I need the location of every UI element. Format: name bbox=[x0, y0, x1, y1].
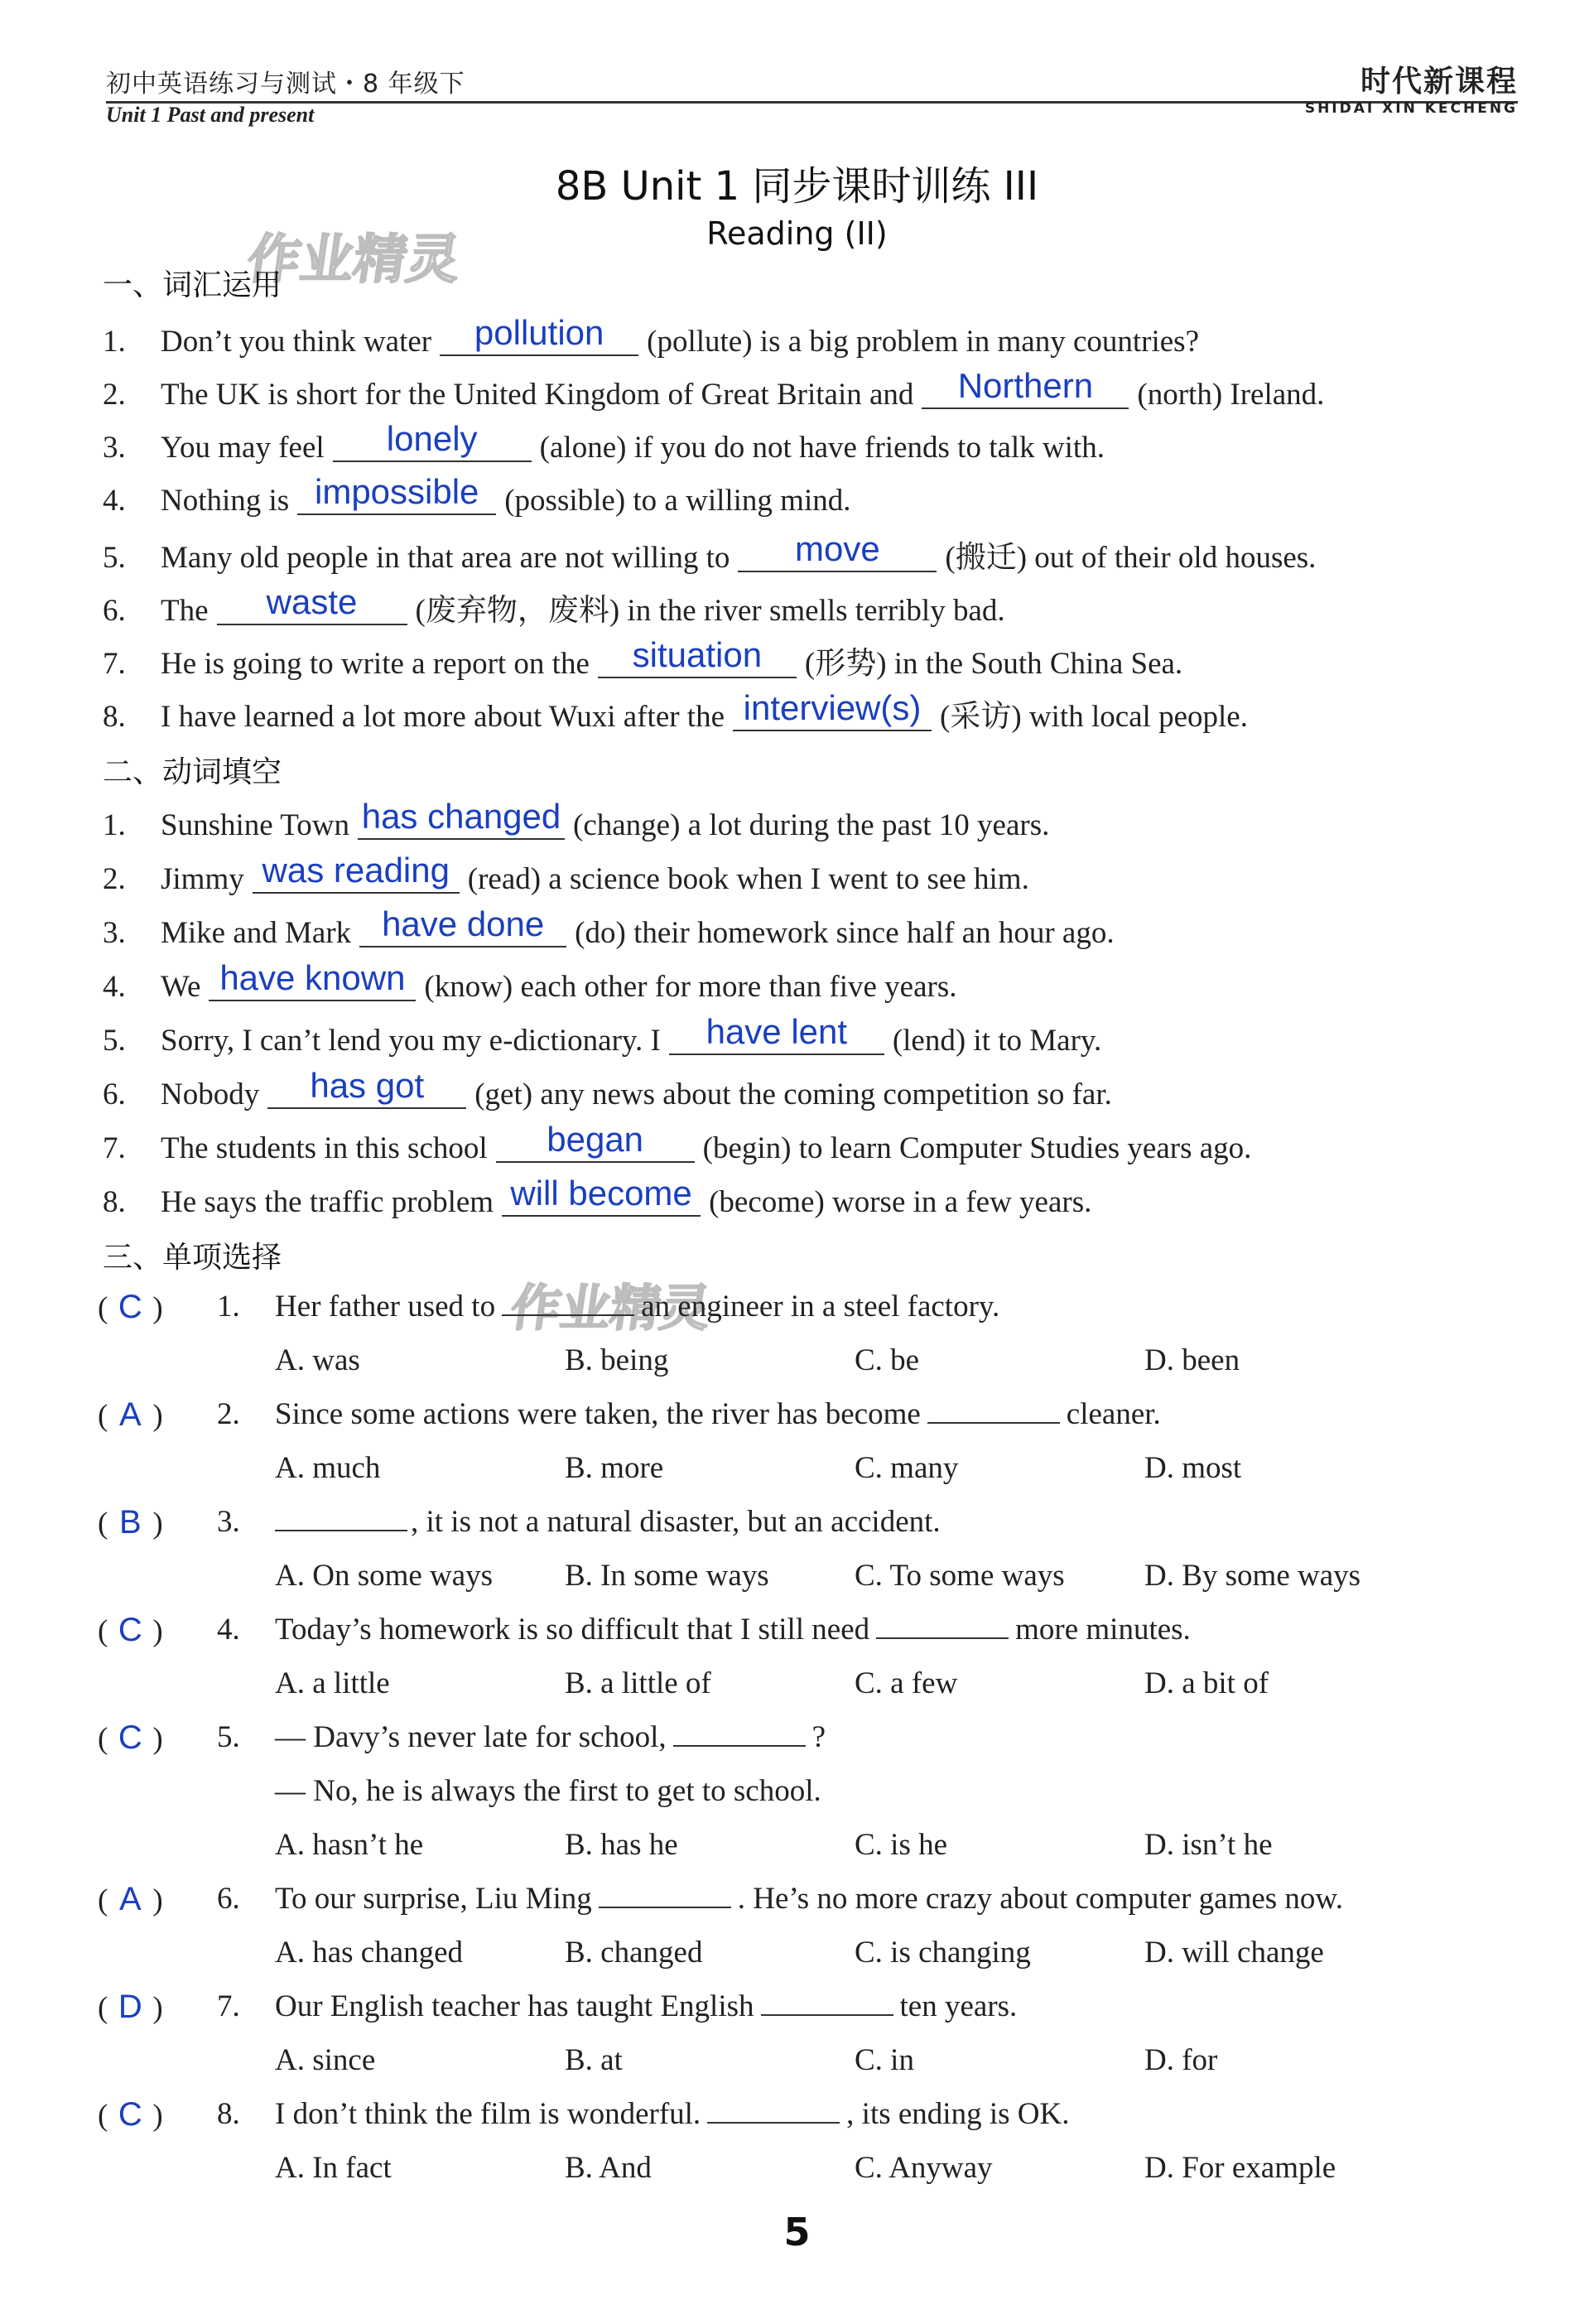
question-before: Since some actions were taken, the river has become bbox=[275, 1397, 921, 1431]
question-text bbox=[275, 1396, 1161, 1432]
bracket-open: ( bbox=[98, 1722, 108, 1756]
chosen-answer: A bbox=[118, 1396, 142, 1433]
bracket-close: ) bbox=[152, 1399, 163, 1433]
question-number: 3. bbox=[217, 1505, 240, 1539]
question-text bbox=[275, 1504, 941, 1540]
question-number: 2. bbox=[217, 1397, 240, 1431]
brand-name-cn: 时代新课程 bbox=[1360, 65, 1518, 99]
item-text-before: He says the traffic problem bbox=[161, 1185, 494, 1219]
answer-blank[interactable] bbox=[297, 472, 496, 515]
chosen-answer: C bbox=[118, 1289, 142, 1325]
unit-label: Unit 1 Past and present bbox=[106, 103, 315, 127]
fill-item bbox=[103, 313, 1200, 359]
item-number: 5. bbox=[103, 1024, 126, 1058]
question-text bbox=[275, 1289, 999, 1324]
section-heading-multiple-choice: 三、单项选择 bbox=[103, 1241, 282, 1275]
answer-bracket bbox=[98, 1289, 163, 1326]
question-after: . He’s no more crazy about computer games now. bbox=[737, 1882, 1343, 1916]
option[interactable]: C. To some ways bbox=[855, 1559, 1065, 1593]
item-text-after: (废弃物，废料) in the river smells terribly bad. bbox=[415, 594, 1005, 628]
answer-bracket bbox=[98, 1504, 163, 1541]
question-after: more minutes. bbox=[1015, 1613, 1191, 1647]
question-blank[interactable] bbox=[599, 1882, 731, 1908]
item-text-before: Sunshine Town bbox=[161, 808, 349, 842]
bracket-open: ( bbox=[98, 1883, 108, 1917]
option[interactable]: A. In fact bbox=[275, 2151, 392, 2185]
item-text-after: (become) worse in a few years. bbox=[709, 1185, 1092, 1219]
item-text-before: He is going to write a report on the bbox=[161, 647, 590, 681]
question-before: To our surprise, Liu Ming bbox=[275, 1882, 592, 1916]
question-number: 5. bbox=[217, 1720, 240, 1754]
fill-item bbox=[103, 529, 1317, 576]
item-number: 1. bbox=[103, 325, 126, 359]
question-blank[interactable] bbox=[275, 1505, 407, 1531]
bracket-open: ( bbox=[98, 1291, 108, 1325]
option[interactable]: C. in bbox=[855, 2043, 914, 2077]
chosen-answer: C bbox=[118, 1612, 142, 1648]
answer-blank[interactable] bbox=[496, 1120, 695, 1163]
option[interactable]: D. for bbox=[1144, 2043, 1218, 2077]
item-text-before: You may feel bbox=[161, 431, 325, 465]
item-text-after: (do) their homework since half an hour ago. bbox=[575, 916, 1115, 950]
item-text-before: Mike and Mark bbox=[161, 916, 352, 950]
answer-text: impossible bbox=[315, 472, 479, 511]
fill-item bbox=[103, 472, 851, 518]
watermark: 作业精灵 bbox=[507, 1280, 715, 1338]
option[interactable]: D. For example bbox=[1144, 2151, 1336, 2185]
chosen-answer: D bbox=[118, 1989, 142, 2025]
answer-blank[interactable] bbox=[358, 797, 565, 840]
bracket-open: ( bbox=[98, 1614, 108, 1648]
option[interactable]: C. Anyway bbox=[855, 2151, 993, 2185]
answer-blank[interactable] bbox=[733, 688, 932, 731]
answer-text: was reading bbox=[262, 851, 450, 890]
question-text bbox=[275, 1719, 826, 1755]
answer-text: have done bbox=[382, 904, 545, 943]
brand-logo bbox=[1305, 58, 1518, 117]
item-number: 2. bbox=[103, 378, 126, 412]
question-text bbox=[275, 1612, 1191, 1647]
question-text bbox=[275, 1881, 1343, 1917]
option[interactable]: D. most bbox=[1144, 1451, 1242, 1485]
fill-item bbox=[103, 1012, 1102, 1058]
answer-bracket bbox=[98, 1396, 163, 1434]
item-number: 3. bbox=[103, 431, 126, 465]
bracket-close: ) bbox=[152, 1291, 163, 1325]
question-number: 8. bbox=[217, 2097, 240, 2131]
answer-text: will become bbox=[510, 1174, 692, 1213]
option[interactable]: B. And bbox=[565, 2151, 652, 2185]
item-number: 3. bbox=[103, 916, 126, 950]
answer-blank[interactable] bbox=[209, 958, 416, 1001]
item-text-after: (lend) it to Mary. bbox=[892, 1024, 1102, 1058]
answer-text: have known bbox=[219, 958, 406, 997]
fill-item bbox=[103, 1174, 1092, 1220]
item-text-before: Sorry, I can’t lend you my e-dictionary. I bbox=[161, 1024, 661, 1058]
answer-blank[interactable] bbox=[738, 529, 937, 572]
answer-blank[interactable] bbox=[333, 419, 532, 462]
answer-text: has changed bbox=[361, 797, 561, 836]
answer-text: lonely bbox=[386, 419, 478, 458]
fill-item bbox=[103, 366, 1325, 412]
bracket-open: ( bbox=[98, 1991, 108, 2025]
question-before: — Davy’s never late for school, bbox=[275, 1720, 667, 1754]
answer-blank[interactable] bbox=[922, 366, 1129, 409]
question-text bbox=[275, 2096, 1069, 2132]
brand-name-en: SHIDAI XIN KECHENG bbox=[1304, 100, 1518, 117]
item-number: 7. bbox=[103, 1131, 126, 1165]
answer-text: waste bbox=[266, 582, 358, 621]
question-text bbox=[275, 1989, 1017, 2024]
option[interactable]: C. many bbox=[855, 1451, 959, 1485]
item-text-before: Nobody bbox=[161, 1078, 260, 1111]
answer-blank[interactable] bbox=[217, 582, 407, 625]
bracket-open: ( bbox=[98, 1399, 108, 1433]
question-blank[interactable] bbox=[707, 2097, 840, 2124]
item-number: 5. bbox=[103, 541, 126, 575]
item-text-before: Jimmy bbox=[161, 862, 244, 896]
item-text-after: (pollute) is a big problem in many countries? bbox=[647, 325, 1200, 359]
bracket-close: ) bbox=[152, 1614, 163, 1648]
question-number: 4. bbox=[217, 1613, 240, 1647]
item-number: 6. bbox=[103, 1078, 126, 1111]
item-text-after: (采访) with local people. bbox=[940, 700, 1248, 734]
question-second-line: — No, he is always the first to get to school. bbox=[275, 1774, 821, 1808]
answer-blank[interactable] bbox=[359, 904, 566, 947]
item-text-before: The bbox=[161, 594, 209, 628]
answer-bracket bbox=[98, 1719, 163, 1757]
option[interactable]: B. being bbox=[565, 1343, 669, 1377]
fill-item bbox=[103, 797, 1050, 843]
fill-item bbox=[103, 1120, 1252, 1166]
question-blank[interactable] bbox=[502, 1290, 634, 1316]
watermark: 作业精灵 bbox=[243, 229, 465, 291]
page-number: 5 bbox=[783, 2210, 811, 2254]
question-after: , its ending is OK. bbox=[846, 2097, 1070, 2131]
option[interactable]: A. a little bbox=[275, 1666, 390, 1700]
option[interactable]: B. changed bbox=[565, 1936, 703, 1970]
answer-text: began bbox=[547, 1120, 644, 1159]
answer-blank[interactable] bbox=[598, 635, 797, 678]
answer-bracket bbox=[98, 1989, 163, 2026]
option[interactable]: A. much bbox=[275, 1451, 381, 1485]
option[interactable]: A. has changed bbox=[275, 1936, 464, 1970]
section-heading-verbs: 二、动词填空 bbox=[103, 755, 282, 789]
option[interactable]: C. a few bbox=[855, 1666, 958, 1700]
question-after: , it is not a natural disaster, but an accident. bbox=[411, 1505, 941, 1539]
option[interactable]: B. has he bbox=[565, 1828, 678, 1862]
chosen-answer: A bbox=[118, 1881, 142, 1917]
item-text-after: (形势) in the South China Sea. bbox=[804, 647, 1183, 681]
question-blank[interactable] bbox=[876, 1613, 1009, 1639]
item-text-after: (alone) if you do not have friends to talk with. bbox=[539, 431, 1105, 465]
question-after: cleaner. bbox=[1066, 1397, 1161, 1431]
item-text-before: Many old people in that area are not willing to bbox=[161, 541, 730, 575]
answer-text: situation bbox=[632, 635, 763, 674]
book-title: 初中英语练习与测试・8 年级下 bbox=[106, 70, 465, 99]
answer-blank[interactable] bbox=[253, 851, 460, 894]
bracket-close: ) bbox=[152, 1507, 163, 1540]
question-before: I don’t think the film is wonderful. bbox=[275, 2097, 701, 2131]
item-text-after: (搬迁) out of their old houses. bbox=[945, 541, 1317, 575]
option[interactable]: A. hasn’t he bbox=[275, 1828, 424, 1862]
item-number: 8. bbox=[103, 700, 126, 734]
bracket-close: ) bbox=[152, 1883, 163, 1917]
section-heading-vocabulary: 一、词汇运用 bbox=[103, 268, 282, 302]
item-text-before: I have learned a lot more about Wuxi after the bbox=[161, 700, 725, 734]
bracket-close: ) bbox=[152, 1991, 163, 2025]
question-after: ten years. bbox=[899, 1989, 1018, 2023]
answer-text: Northern bbox=[957, 366, 1094, 405]
option[interactable]: A. was bbox=[275, 1343, 360, 1377]
question-blank[interactable] bbox=[927, 1397, 1060, 1424]
item-text-before: The UK is short for the United Kingdom of Great Britain and bbox=[161, 378, 914, 412]
answer-blank[interactable] bbox=[440, 313, 638, 356]
option[interactable]: D. isn’t he bbox=[1144, 1828, 1273, 1862]
answer-text: interview(s) bbox=[743, 688, 922, 727]
bracket-close: ) bbox=[152, 1722, 163, 1756]
bracket-close: ) bbox=[152, 2099, 163, 2133]
answer-bracket bbox=[98, 2096, 163, 2134]
item-number: 6. bbox=[103, 594, 126, 628]
question-before: Her father used to bbox=[275, 1290, 496, 1324]
answer-text: have lent bbox=[706, 1012, 848, 1051]
answer-blank[interactable] bbox=[669, 1012, 884, 1055]
item-text-after: (get) any news about the coming competition so far. bbox=[474, 1078, 1112, 1111]
option[interactable]: D. By some ways bbox=[1144, 1559, 1361, 1593]
question-after: an engineer in a steel factory. bbox=[641, 1290, 1000, 1324]
fill-item bbox=[103, 1066, 1112, 1112]
option[interactable]: D. will change bbox=[1144, 1936, 1324, 1970]
item-number: 8. bbox=[103, 1185, 126, 1219]
question-number: 1. bbox=[217, 1290, 240, 1324]
chosen-answer: B bbox=[118, 1504, 142, 1540]
item-number: 4. bbox=[103, 970, 126, 1004]
item-text-after: (know) each other for more than five years. bbox=[424, 970, 957, 1004]
item-number: 7. bbox=[103, 647, 126, 681]
option[interactable]: C. is he bbox=[855, 1828, 948, 1862]
item-number: 4. bbox=[103, 484, 126, 518]
item-text-after: (begin) to learn Computer Studies years ago. bbox=[702, 1131, 1252, 1165]
question-before: Today’s homework is so difficult that I still need bbox=[275, 1613, 870, 1647]
question-before: Our English teacher has taught English bbox=[275, 1989, 754, 2023]
answer-blank[interactable] bbox=[267, 1066, 466, 1109]
bracket-open: ( bbox=[98, 2099, 108, 2133]
bracket-open: ( bbox=[98, 1507, 108, 1540]
fill-item bbox=[103, 635, 1183, 682]
answer-bracket bbox=[98, 1881, 163, 1918]
option[interactable]: B. more bbox=[565, 1451, 664, 1485]
answer-bracket bbox=[98, 1612, 163, 1649]
page-subtitle: Reading (II) bbox=[706, 215, 888, 252]
item-text-after: (read) a science book when I went to see him. bbox=[467, 862, 1029, 896]
question-number: 7. bbox=[217, 1989, 240, 2023]
chosen-answer: C bbox=[118, 2096, 142, 2133]
fill-item bbox=[103, 958, 957, 1005]
answer-blank[interactable] bbox=[502, 1174, 701, 1217]
option[interactable]: D. been bbox=[1144, 1343, 1240, 1377]
item-text-after: (change) a lot during the past 10 years. bbox=[573, 808, 1050, 842]
question-blank[interactable] bbox=[673, 1720, 806, 1747]
option[interactable]: A. On some ways bbox=[275, 1559, 494, 1593]
fill-item bbox=[103, 582, 1005, 629]
item-number: 2. bbox=[103, 862, 126, 896]
option[interactable]: B. In some ways bbox=[565, 1559, 769, 1593]
item-text-after: (possible) to a willing mind. bbox=[504, 484, 851, 518]
item-text-after: (north) Ireland. bbox=[1137, 378, 1325, 412]
question-after: ? bbox=[811, 1720, 826, 1754]
option[interactable]: A. since bbox=[275, 2043, 376, 2077]
question-number: 6. bbox=[217, 1882, 240, 1916]
option[interactable]: C. is changing bbox=[855, 1936, 1031, 1970]
page-title: 8B Unit 1 同步课时训练 III bbox=[555, 163, 1039, 210]
fill-item bbox=[103, 419, 1105, 465]
answer-text: pollution bbox=[474, 313, 604, 352]
answer-text: has got bbox=[310, 1066, 425, 1105]
item-text-before: We bbox=[161, 970, 201, 1004]
fill-item bbox=[103, 851, 1029, 897]
fill-item bbox=[103, 904, 1115, 951]
item-text-before: Don’t you think water bbox=[161, 325, 432, 359]
option[interactable]: B. a little of bbox=[565, 1666, 711, 1700]
item-text-before: Nothing is bbox=[161, 484, 290, 518]
option[interactable]: C. be bbox=[855, 1343, 920, 1377]
question-blank[interactable] bbox=[761, 1989, 893, 2016]
option[interactable]: D. a bit of bbox=[1144, 1666, 1269, 1700]
chosen-answer: C bbox=[118, 1719, 142, 1756]
answer-text: move bbox=[795, 529, 880, 568]
item-number: 1. bbox=[103, 808, 126, 842]
option[interactable]: B. at bbox=[565, 2043, 623, 2077]
item-text-before: The students in this school bbox=[161, 1131, 488, 1165]
fill-item bbox=[103, 688, 1248, 735]
